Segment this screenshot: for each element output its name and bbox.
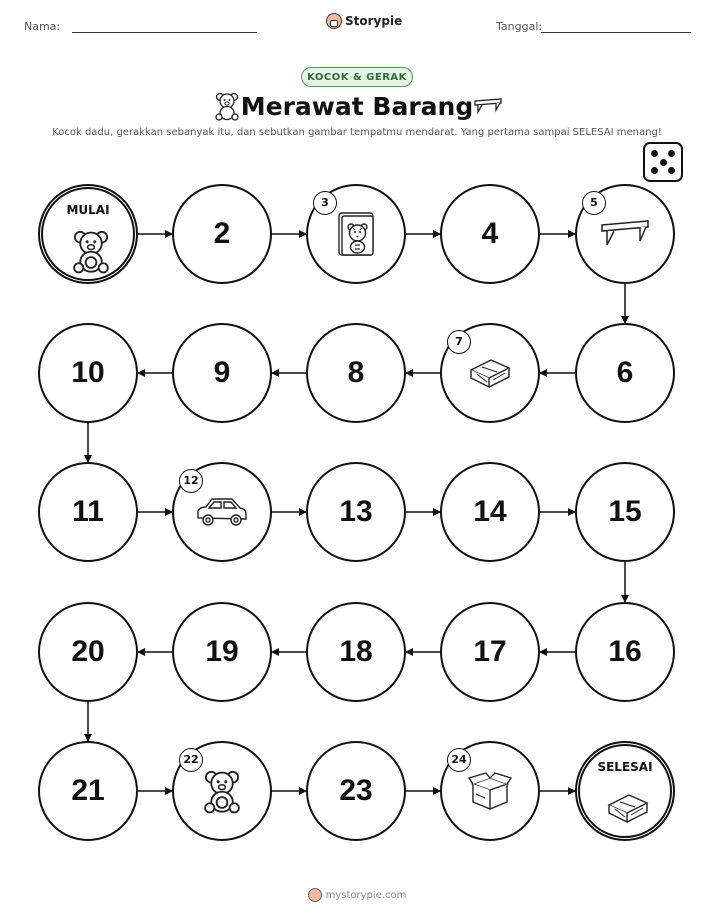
shelf-icon (599, 219, 651, 253)
board-space-12 (172, 462, 272, 562)
space-number: 21 (71, 774, 105, 807)
board-space-7 (440, 323, 540, 423)
name-label: Nama: (24, 20, 61, 33)
space-number-badge: 12 (179, 469, 203, 493)
space-number: 2 (213, 217, 231, 250)
space-number: 11 (72, 495, 104, 528)
space-number: 16 (608, 635, 642, 668)
brand-name: Storypie (345, 14, 403, 28)
space-number: 15 (608, 495, 642, 528)
board-space-21 (38, 741, 138, 841)
tiger-book-icon (333, 209, 379, 263)
date-label: Tanggal: (496, 20, 543, 33)
space-number: 18 (339, 635, 373, 668)
board-space-3 (306, 184, 406, 284)
space-number: 14 (473, 495, 507, 528)
board-space-5 (575, 184, 675, 284)
storypie-logo-icon (308, 888, 322, 902)
footer (0, 888, 714, 902)
board-space-19 (172, 602, 272, 702)
board-space-4 (440, 184, 540, 284)
finish-space (575, 741, 675, 841)
board-space-15 (575, 462, 675, 562)
space-number: 9 (213, 356, 231, 389)
category-tag: KOCOK & GERAK (301, 67, 413, 87)
space-number-badge: 5 (582, 191, 606, 215)
space-number: 6 (616, 356, 634, 389)
board-space-24 (440, 741, 540, 841)
board-space-10 (38, 323, 138, 423)
space-number: 8 (347, 356, 365, 389)
space-number: 10 (71, 356, 105, 389)
board-space-11 (38, 462, 138, 562)
board-space-8 (306, 323, 406, 423)
soap-bar-icon (605, 791, 651, 829)
space-number-badge: 22 (179, 748, 203, 772)
space-number-badge: 7 (447, 330, 471, 354)
finish-label: SELESAI (597, 760, 653, 774)
space-number: 23 (339, 774, 373, 807)
instructions: Kocok dadu, gerakkan sebanyak itu, dan sebutkan gambar tempatmu mendarat. Yang pertama sampai SELESAI menang! (52, 127, 662, 138)
soap-bar-icon (467, 356, 513, 394)
space-number: 4 (481, 217, 499, 250)
page-title: Merawat Barang (240, 92, 474, 121)
toy-car-icon (194, 494, 250, 534)
board-space-17 (440, 602, 540, 702)
start-space (38, 184, 138, 284)
space-number-badge: 3 (313, 191, 337, 215)
board-space-23 (306, 741, 406, 841)
board-space-16 (575, 602, 675, 702)
space-number: 13 (339, 495, 373, 528)
start-label: MULAI (66, 203, 110, 217)
teddy-bear-icon (69, 228, 113, 278)
board-space-13 (306, 462, 406, 562)
board-space-6 (575, 323, 675, 423)
board-space-2 (172, 184, 272, 284)
footer-url: mystorypie.com (325, 890, 407, 901)
board-space-9 (172, 323, 272, 423)
box-icon (467, 770, 513, 816)
board-space-18 (306, 602, 406, 702)
space-number: 17 (473, 635, 507, 668)
space-number: 19 (205, 635, 239, 668)
board-space-22 (172, 741, 272, 841)
teddy-bear-icon (200, 768, 244, 818)
space-number-badge: 24 (447, 748, 471, 772)
board-space-14 (440, 462, 540, 562)
space-number: 20 (71, 635, 105, 668)
board-space-20 (38, 602, 138, 702)
